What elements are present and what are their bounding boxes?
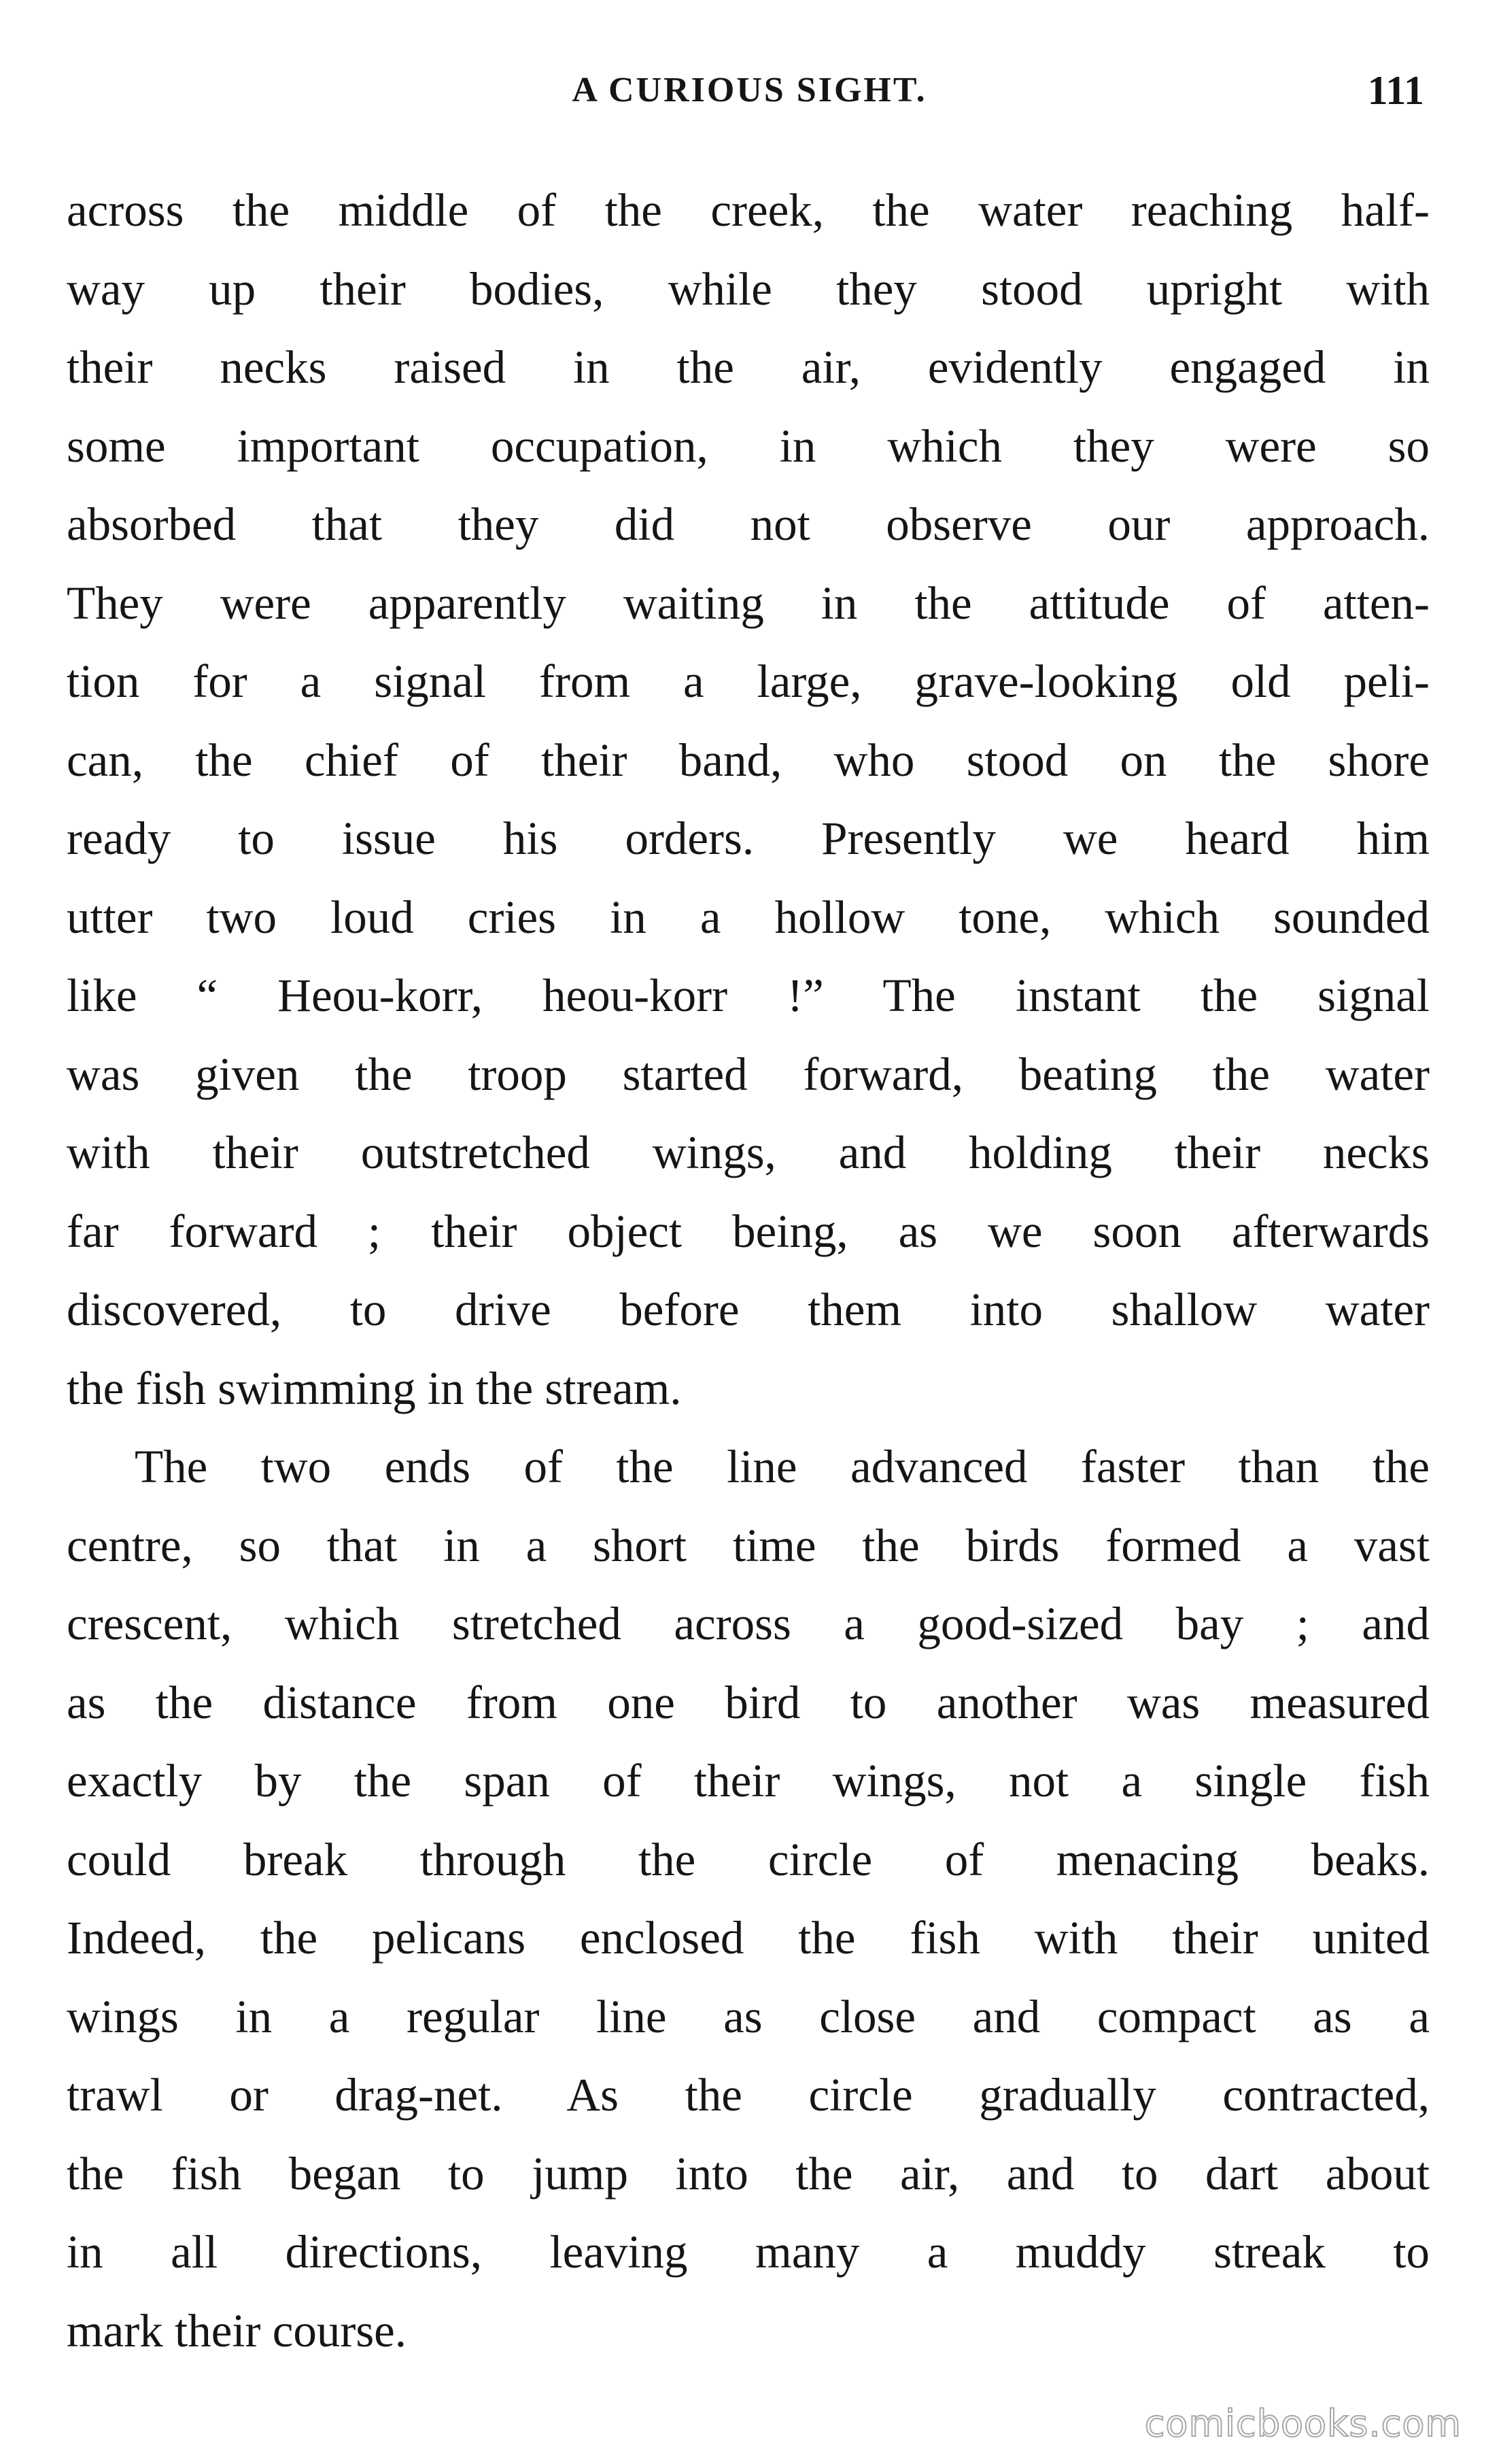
text-line: the fish swimming in the stream. [67, 1362, 682, 1414]
text-line: trawl or drag-net. As the circle gradually contracted, [67, 2069, 1430, 2121]
text-line: Indeed, the pelicans enclosed the fish with their united [67, 1912, 1430, 1964]
text-line: as the distance from one bird to another was measured [67, 1676, 1430, 1728]
text-line: mark their course. [67, 2304, 407, 2357]
running-head [65, 60, 1434, 121]
text-line: was given the troop started forward, beating the water [67, 1048, 1430, 1100]
text-line: with their outstretched wings, and holding their necks [67, 1127, 1430, 1178]
text-line: across the middle of the creek, the water reaching half- [67, 184, 1430, 236]
text-line: far forward ; their object being, as we soon afterwards [67, 1205, 1430, 1257]
text-line: can, the chief of their band, who stood on the shore [67, 734, 1430, 786]
text-line: ready to issue his orders. Presently we heard him [67, 812, 1430, 864]
text-line: crescent, which stretched across a good-sized bay ; and [67, 1598, 1430, 1649]
text-line: like “ Heou-korr, heou-korr !” The instant the signal [67, 970, 1430, 1021]
text-line: way up their bodies, while they stood upright with [67, 262, 1430, 315]
text-line: They were apparently waiting in the attitude of atten- [67, 577, 1430, 629]
text-line: some important occupation, in which they were so [67, 420, 1430, 472]
text-line: The two ends of the line advanced faster than the [135, 1441, 1430, 1492]
text-line: absorbed that they did not observe our approach. [67, 498, 1430, 550]
text-line: in all directions, leaving many a muddy streak to [67, 2226, 1430, 2278]
running-title: A CURIOUS SIGHT. [572, 71, 927, 109]
text-line: exactly by the span of their wings, not a single fish [67, 1755, 1430, 1807]
text-line: the fish began to jump into the air, and to dart about [67, 2147, 1430, 2200]
text-line: wings in a regular line as close and compact as a [67, 1990, 1430, 2042]
paragraph-2 [67, 1428, 1430, 2370]
paragraph-1 [67, 171, 1430, 1428]
text-line: could break through the circle of menacing beaks. [67, 1833, 1430, 1885]
watermark: comicbooks.com [1144, 2402, 1462, 2445]
text-line: their necks raised in the air, evidently engaged in [67, 341, 1430, 393]
body-text [67, 171, 1430, 2370]
text-line: centre, so that in a short time the birds formed a vast [67, 1519, 1430, 1571]
page-number: 111 [1367, 68, 1424, 113]
text-line: utter two loud cries in a hollow tone, which sounded [67, 891, 1430, 943]
text-line: tion for a signal from a large, grave-looking old peli- [67, 655, 1430, 707]
text-line: discovered, to drive before them into shallow water [67, 1284, 1430, 1335]
